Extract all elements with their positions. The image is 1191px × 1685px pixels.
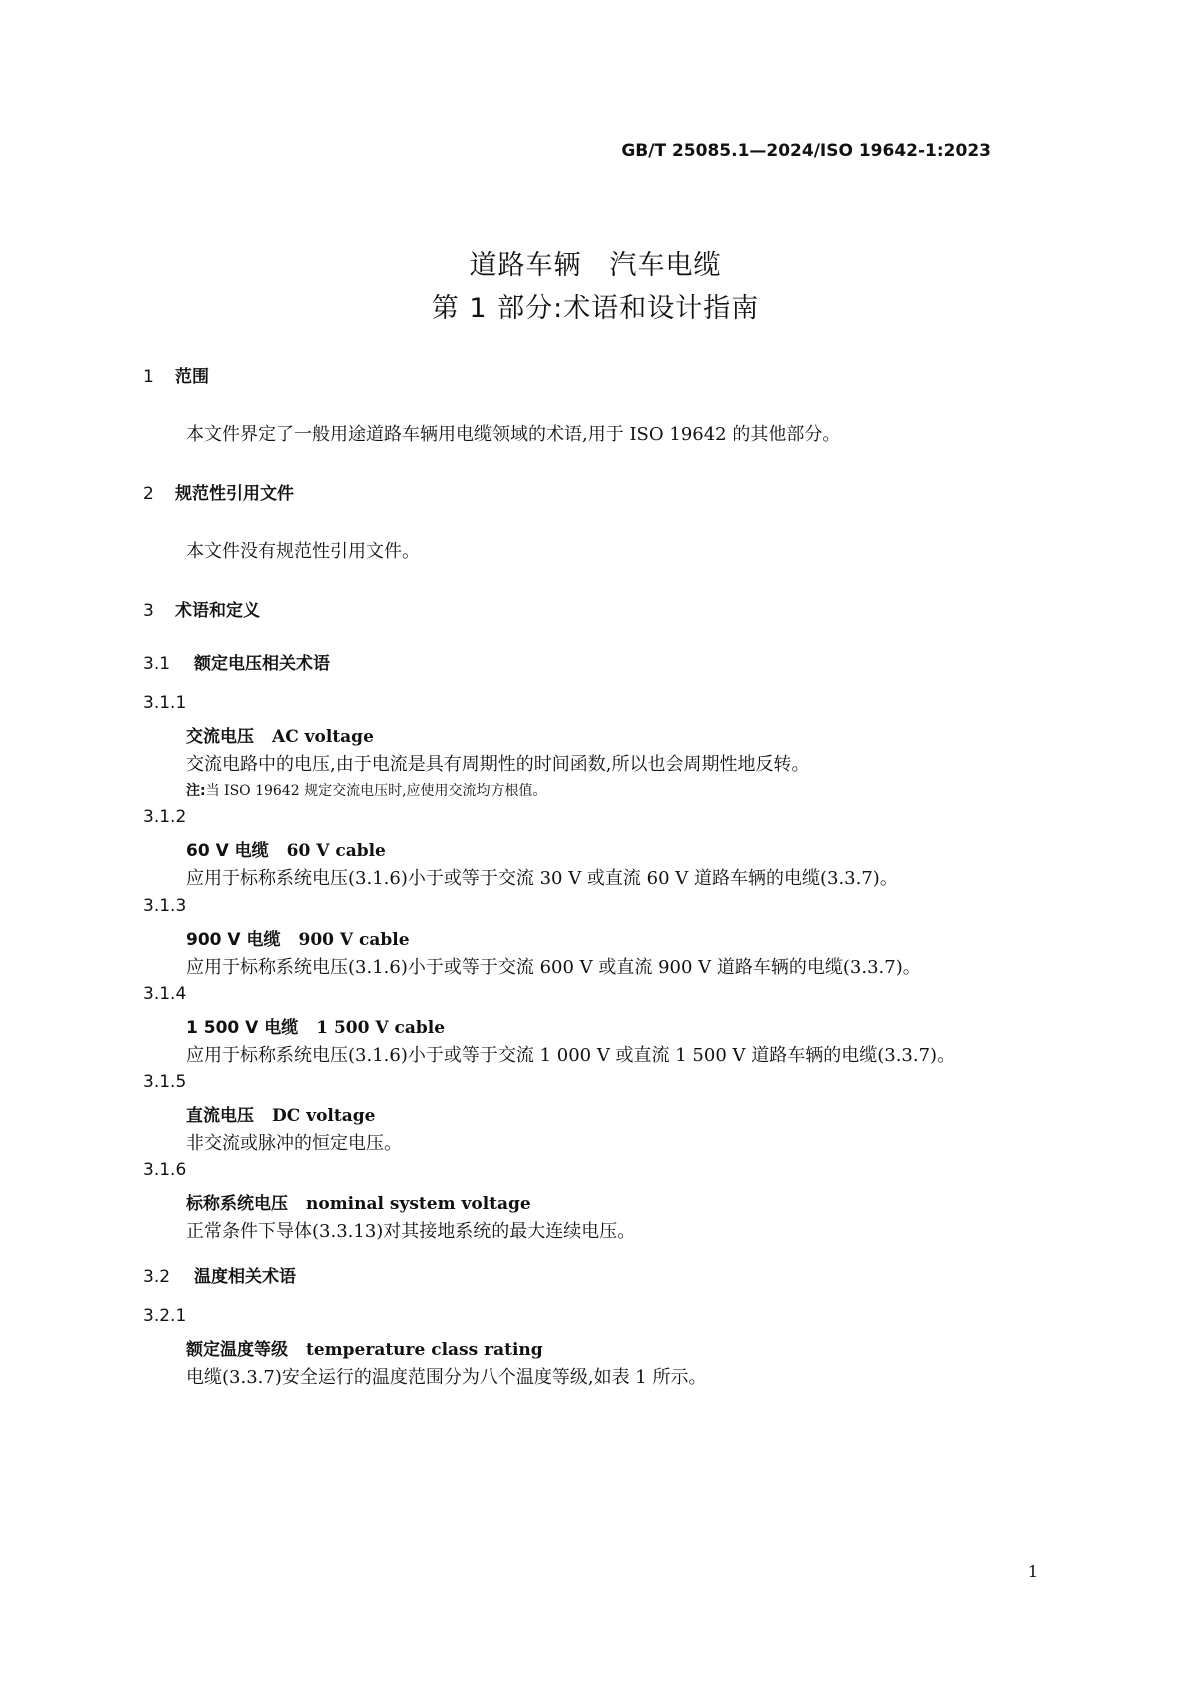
document-title-line1: 道路车辆 汽车电缆 [469, 250, 722, 281]
term-en: AC voltage [272, 727, 374, 747]
term-en: 60 V cable [286, 841, 386, 861]
term-zh: 交流电压 [186, 727, 254, 747]
term-zh: 标称系统电压 [186, 1194, 288, 1214]
term-definition: 应用于标称系统电压(3.1.6)小于或等于交流 30 V 或直流 60 V 道路车辆的电缆(3.3.7)。 [186, 868, 898, 889]
section-3-heading [143, 596, 260, 621]
term-definition: 应用于标称系统电压(3.1.6)小于或等于交流 1 000 V 或直流 1 500 V 道路车辆的电缆(3.3.7)。 [186, 1045, 956, 1066]
subsection-number: 3.1 [143, 654, 171, 674]
term-heading [186, 1189, 531, 1214]
subsection-3-1-heading [143, 649, 330, 674]
section-title: 规范性引用文件 [175, 484, 294, 504]
term-heading [186, 1101, 375, 1126]
note-label: 注: [186, 783, 206, 799]
term-en: DC voltage [272, 1106, 376, 1126]
subsection-number: 3.2 [143, 1267, 171, 1287]
term-heading [186, 836, 386, 861]
term-en: temperature class rating [306, 1340, 543, 1360]
term-definition: 非交流或脉冲的恒定电压。 [186, 1133, 402, 1154]
subsection-3-2-heading [143, 1262, 296, 1287]
section-1-text: 本文件界定了一般用途道路车辆用电缆领域的术语,用于 ISO 19642 的其他部分。 [186, 424, 841, 445]
section-title: 范围 [175, 367, 209, 387]
term-number: 3.1.1 [143, 693, 187, 713]
term-number: 3.1.2 [143, 807, 187, 827]
section-number: 2 [143, 484, 154, 504]
term-zh: 额定温度等级 [186, 1340, 288, 1360]
section-number: 3 [143, 601, 154, 621]
term-en: 1 500 V cable [316, 1018, 446, 1038]
term-number: 3.1.3 [143, 896, 187, 916]
term-zh: 直流电压 [186, 1106, 254, 1126]
term-heading [186, 1013, 445, 1038]
term-number: 3.1.5 [143, 1072, 187, 1092]
term-number: 3.2.1 [143, 1306, 187, 1326]
term-definition: 交流电路中的电压,由于电流是具有周期性的时间函数,所以也会周期性地反转。 [186, 754, 810, 775]
note-text: 当 ISO 19642 规定交流电压时,应使用交流均方根值。 [205, 783, 547, 799]
term-en: nominal system voltage [306, 1194, 531, 1214]
section-1-heading [143, 362, 209, 387]
term-zh: 60 V 电缆 [186, 841, 269, 861]
term-definition: 应用于标称系统电压(3.1.6)小于或等于交流 600 V 或直流 900 V 道路车辆的电缆(3.3.7)。 [186, 957, 921, 978]
term-heading [186, 1335, 543, 1360]
section-2-text: 本文件没有规范性引用文件。 [186, 541, 420, 562]
term-note [186, 780, 547, 800]
term-number: 3.1.6 [143, 1160, 187, 1180]
term-zh: 900 V 电缆 [186, 930, 281, 950]
term-heading [186, 925, 410, 950]
section-2-heading [143, 479, 294, 504]
section-number: 1 [143, 367, 154, 387]
term-definition: 正常条件下导体(3.3.13)对其接地系统的最大连续电压。 [186, 1221, 636, 1242]
term-number: 3.1.4 [143, 984, 187, 1004]
term-en: 900 V cable [298, 930, 410, 950]
subsection-title: 额定电压相关术语 [194, 654, 330, 674]
section-title: 术语和定义 [175, 601, 260, 621]
document-title-line2: 第 1 部分:术语和设计指南 [431, 293, 760, 324]
term-zh: 1 500 V 电缆 [186, 1018, 299, 1038]
page-number: 1 [1027, 1562, 1038, 1581]
document-code: GB/T 25085.1—2024/ISO 19642-1:2023 [621, 141, 991, 161]
term-heading [186, 722, 374, 747]
subsection-title: 温度相关术语 [194, 1267, 296, 1287]
term-definition: 电缆(3.3.7)安全运行的温度范围分为八个温度等级,如表 1 所示。 [186, 1367, 707, 1388]
